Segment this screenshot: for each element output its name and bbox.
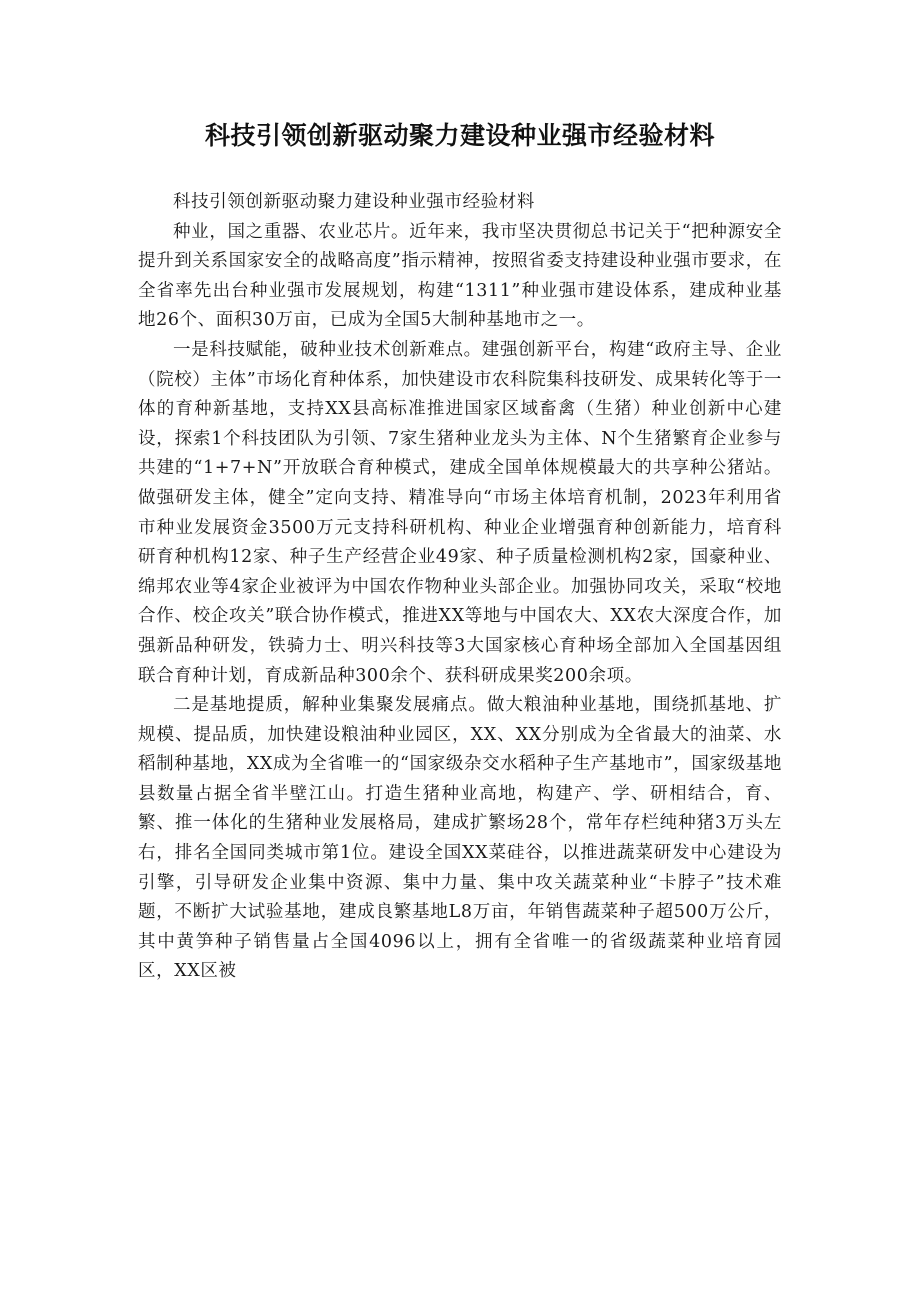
document-body (138, 188, 782, 987)
base-quality-paragraph: 二是基地提质，解种业集聚发展痛点。做大粮油种业基地，围绕抓基地、扩规模、提品质，加快建设粮油种业园区，XX、XX分别成为全省最大的油菜、水稻制种基地，XX成为全省唯一的“国家级杂交水稻种子生产基地市”，国家级基地县数量占据全省半壁江山。打造生猪种业高地，构建产、学、研相结合，育、繁、推一体化的生猪种业发展格局，建成扩繁场28个，常年存栏纯种猪3万头左右，排名全国同类城市第1位。建设全国XX菜硅谷，以推进蔬菜研发中心建设为引擎，引导研发企业集中资源、集中力量、集中攻关蔬菜种业“卡脖子”技术难题，不断扩大试验基地，建成良繁基地L8万亩，年销售蔬菜种子超500万公斤，其中黄笋种子销售量占全国4096以上，拥有全省唯一的省级蔬菜种业培育园区，XX区被 (138, 695, 782, 982)
tech-empowerment-paragraph: 一是科技赋能，破种业技术创新难点。建强创新平台，构建“政府主导、企业（院校）主体”市场化育种体系，加快建设市农科院集科技研发、成果转化等于一体的育种新基地，支持XX县高标准推进国家区域畜禽（生猪）种业创新中心建设，探索1个科技团队为引领、7家生猪种业龙头为主体、N个生猪繁育企业参与共建的“1+7+N”开放联合育种模式，建成全国单体规模最大的共享种公猪站。做强研发主体，健全”定向支持、精准导向“市场主体培育机制，2023年利用省市种业发展资金3500万元支持科研机构、种业企业增强育种创新能力，培育科研育种机构12家、种子生产经营企业49家、种子质量检测机构2家，国豪种业、绵邦农业等4家企业被评为中国农作物种业头部企业。加强协同攻关，采取“校地合作、校企攻关”联合协作模式，推进XX等地与中国农大、XX农大深度合作，加强新品种研发，铁骑力士、明兴科技等3大国家核心育种场全部加入全国基因组联合育种计划，育成新品种300余个、获科研成果奖200余项。 (138, 339, 782, 686)
intro-paragraph: 种业，国之重器、农业芯片。近年来，我市坚决贯彻总书记关于“把种源安全提升到关系国家安全的战略高度”指示精神，按照省委支持建设种业强市要求，在全省率先出台种业强市发展规划，构建“1311”种业强市建设体系，建成种业基地26个、面积30万亩，已成为全国5大制种基地市之一。 (138, 221, 782, 331)
document-title: 科技引领创新驱动聚力建设种业强市经验材料 (204, 121, 715, 150)
subtitle-paragraph: 科技引领创新驱动聚力建设种业强市经验材料 (173, 192, 535, 212)
